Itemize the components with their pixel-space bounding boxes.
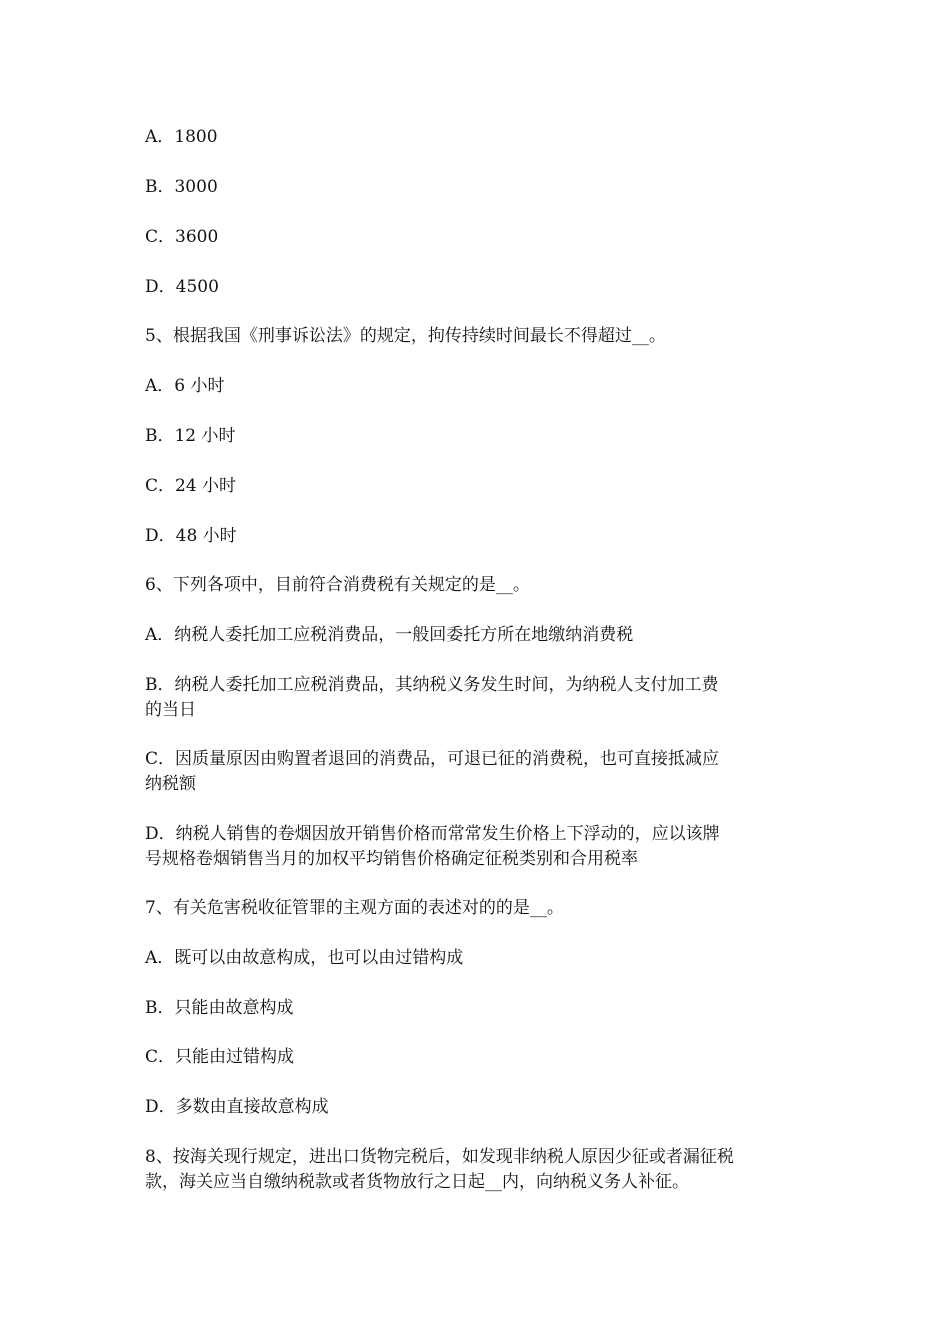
q7-option-a: A．既可以由故意构成，也可以由过错构成 <box>145 948 464 968</box>
q6-option-c-line2: 纳税额 <box>145 774 196 794</box>
q8-question-line2: 款，海关应当自缴纳税款或者货物放行之日起__内，向纳税义务人补征。 <box>145 1172 689 1192</box>
q6-option-c-line1: C．因质量原因由购置者退回的消费品，可退已征的消费税，也可直接抵减应 <box>145 749 720 769</box>
q7-option-c: C．只能由过错构成 <box>145 1047 295 1067</box>
q5-option-d: D．48 小时 <box>145 526 237 546</box>
q6-question: 6、下列各项中，目前符合消费税有关规定的是__。 <box>145 575 530 595</box>
q5-option-b: B．12 小时 <box>145 426 236 446</box>
q4-option-c: C．3600 <box>145 227 219 247</box>
q6-option-d-line2: 号规格卷烟销售当月的加权平均销售价格确定征税类别和合用税率 <box>145 849 638 869</box>
q7-option-b: B．只能由故意构成 <box>145 998 294 1018</box>
q4-option-b: B．3000 <box>145 177 218 197</box>
q6-option-b-line1: B．纳税人委托加工应税消费品，其纳税义务发生时间，为纳税人支付加工费 <box>145 675 719 695</box>
q5-question: 5、根据我国《刑事诉讼法》的规定，拘传持续时间最长不得超过__。 <box>145 326 666 346</box>
q7-question: 7、有关危害税收征管罪的主观方面的表述对的的是__。 <box>145 898 564 918</box>
q4-option-a: A．1800 <box>145 127 218 147</box>
q4-option-d: D．4500 <box>145 277 219 297</box>
q8-question-line1: 8、按海关现行规定，进出口货物完税后，如发现非纳税人原因少征或者漏征税 <box>145 1147 734 1167</box>
q6-option-d-line1: D．纳税人销售的卷烟因放开销售价格而常常发生价格上下浮动的，应以该牌 <box>145 824 720 844</box>
q7-option-d: D．多数由直接故意构成 <box>145 1097 329 1117</box>
q5-option-c: C．24 小时 <box>145 476 237 496</box>
q6-option-b-line2: 的当日 <box>145 700 196 720</box>
q6-option-a: A．纳税人委托加工应税消费品，一般回委托方所在地缴纳消费税 <box>145 625 634 645</box>
q5-option-a: A．6 小时 <box>145 376 225 396</box>
